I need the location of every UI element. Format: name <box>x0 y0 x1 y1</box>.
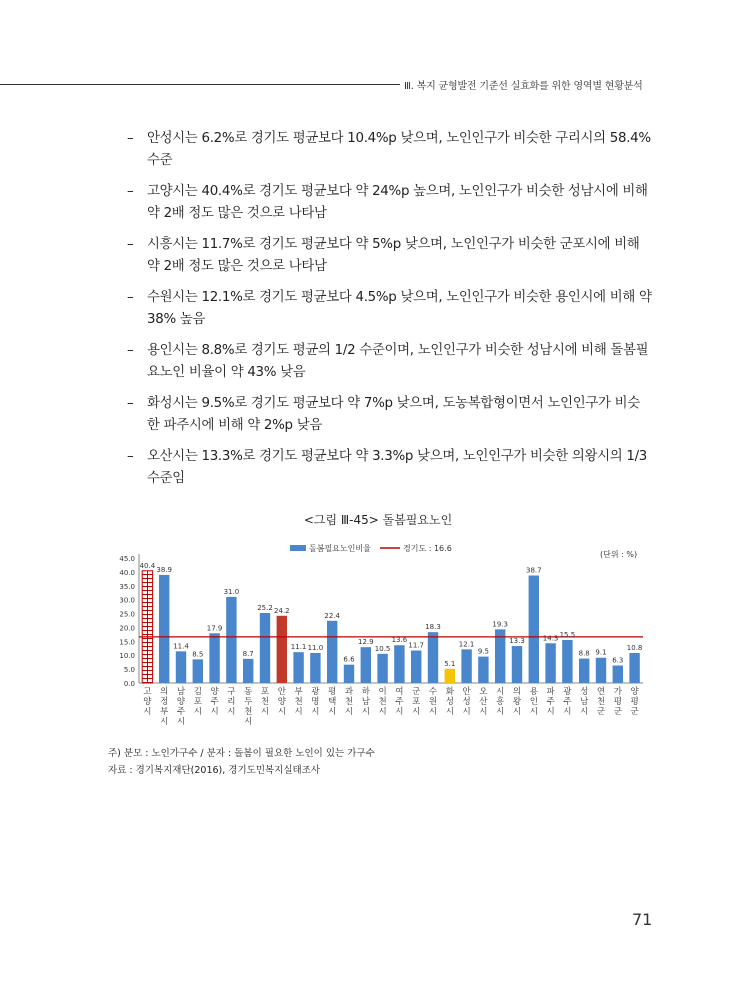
x-tick-label: 부 천 시 <box>294 687 303 717</box>
bar <box>478 657 488 683</box>
bar-value-label: 9.5 <box>477 647 489 656</box>
bar <box>613 666 623 684</box>
x-tick-label: 용 인 시 <box>529 687 538 717</box>
bar-value-label: 11.0 <box>307 644 324 652</box>
legend-reference-label: 경기도 : 16.6 <box>403 544 452 553</box>
bar <box>344 665 354 683</box>
bar <box>445 669 455 683</box>
x-tick-label: 이 천 시 <box>378 687 387 717</box>
y-tick-label: 25.0 <box>119 610 135 619</box>
bullet-dash: – <box>127 343 134 358</box>
bullet-item <box>127 234 652 278</box>
bullet-dash: – <box>127 290 134 305</box>
y-tick-label: 20.0 <box>119 624 135 633</box>
x-tick-label: 남 양 주 시 <box>176 687 186 727</box>
bar-value-label: 12.9 <box>358 638 374 647</box>
bullet-text: 용인시는 8.8%로 경기도 평균의 1/2 수준이며, 노인인구가 비슷한 성남시에 비해 돌봄필요노인 비율이 약 43% 낮음 <box>147 343 649 380</box>
bar <box>562 640 572 683</box>
bar <box>596 658 606 683</box>
x-tick-label: 양 평 군 <box>630 687 639 717</box>
bar <box>327 621 337 683</box>
bar-value-label: 38.9 <box>156 565 172 574</box>
x-tick-label: 동 두 천 시 <box>244 687 253 727</box>
bullet-dash: – <box>127 449 134 464</box>
bar <box>209 633 219 683</box>
x-tick-label: 포 천 시 <box>260 687 270 717</box>
bar <box>310 653 320 683</box>
bullet-dash: – <box>127 131 134 146</box>
bar-value-label: 22.4 <box>324 611 340 620</box>
bar <box>293 652 303 683</box>
bar-chart <box>105 538 650 738</box>
footnote: 주) 분모 : 노인가구수 / 분자 : 돌봄이 필요한 노인이 있는 가구수 <box>108 748 375 759</box>
bar-value-label: 9.1 <box>595 648 607 657</box>
bar-value-label: 13.6 <box>391 636 408 645</box>
bar-value-label: 11.1 <box>290 643 307 652</box>
bar-value-label: 40.4 <box>139 561 156 570</box>
header-rule <box>0 84 400 85</box>
y-tick-label: 40.0 <box>119 568 135 577</box>
bullet-item <box>127 393 652 437</box>
bullet-dash: – <box>127 396 134 411</box>
bullet-item <box>127 128 652 172</box>
bar-value-label: 31.0 <box>223 587 240 596</box>
running-header: Ⅲ. 복지 균형발전 기준선 실효화를 위한 영역별 현황분석 <box>404 81 643 92</box>
x-tick-label: 오 산 시 <box>479 687 488 717</box>
bar-value-label: 6.3 <box>612 656 624 665</box>
bar <box>361 647 371 683</box>
bar-value-label: 13.3 <box>509 637 525 646</box>
y-tick-label: 0.0 <box>123 680 135 688</box>
x-tick-label: 화 성 시 <box>445 687 454 717</box>
bullet-text: 안성시는 6.2%로 경기도 평균보다 10.4%p 낮으며, 노인인구가 비슷한 구리시의 58.4% 수준 <box>147 131 651 168</box>
bar-value-label: 15.5 <box>559 630 576 639</box>
y-tick-label: 35.0 <box>119 582 135 591</box>
x-tick-label: 안 성 시 <box>462 687 471 717</box>
bullet-item <box>127 181 652 225</box>
unit-label: (단위 : %) <box>600 550 638 559</box>
y-tick-label: 45.0 <box>119 555 135 563</box>
x-tick-label: 군 포 시 <box>412 687 421 717</box>
legend-series-label: 돌봄필요노인비율 <box>309 544 371 553</box>
x-tick-label: 의 정 부 시 <box>160 687 169 727</box>
bullet-item <box>127 446 652 490</box>
x-tick-label: 양 주 시 <box>210 687 219 717</box>
bar-value-label: 10.5 <box>374 644 391 653</box>
bar-value-label: 18.3 <box>425 623 441 632</box>
bar-value-label: 6.6 <box>343 655 355 664</box>
bar <box>377 654 387 683</box>
bar-value-label: 5.1 <box>444 659 456 668</box>
bullet-item <box>127 340 652 384</box>
x-tick-label: 하 남 시 <box>361 687 370 717</box>
source-note: 자료 : 경기복지재단(2016), 경기도민복지실태조사 <box>108 765 321 776</box>
bar-value-label: 8.5 <box>192 650 204 659</box>
x-tick-label: 광 명 시 <box>311 687 320 717</box>
bar-value-label: 24.2 <box>274 606 290 615</box>
bar <box>411 651 421 684</box>
bar <box>243 659 253 683</box>
x-tick-label: 연 천 군 <box>596 687 606 717</box>
bar <box>579 659 589 683</box>
bar-value-label: 11.7 <box>408 641 424 650</box>
bullet-item <box>127 287 652 331</box>
x-tick-label: 김 포 시 <box>193 687 202 717</box>
y-tick-label: 5.0 <box>123 666 135 675</box>
bullet-dash: – <box>127 184 134 199</box>
page-number: 71 <box>632 910 653 929</box>
x-tick-label: 구 리 시 <box>227 687 236 717</box>
bar-value-label: 12.1 <box>458 640 475 649</box>
bar-value-label: 8.8 <box>578 649 590 658</box>
bar-value-label: 11.4 <box>173 642 189 651</box>
bullet-text: 시흥시는 11.7%로 경기도 평균보다 약 5%p 낮으며, 노인인구가 비슷한 군포시에 비해 약 2배 정도 많은 것으로 나타남 <box>147 237 640 274</box>
bar <box>629 653 639 683</box>
bullet-list <box>127 128 652 499</box>
bar <box>142 571 152 683</box>
y-tick-label: 15.0 <box>119 638 135 647</box>
bar <box>545 643 555 683</box>
bar <box>394 645 404 683</box>
bar <box>260 613 270 683</box>
x-tick-label: 의 왕 시 <box>512 687 522 717</box>
bullet-dash: – <box>127 237 134 252</box>
bar <box>461 649 471 683</box>
bar <box>159 575 169 683</box>
bar <box>193 659 203 683</box>
bar-value-label: 17.9 <box>206 624 223 633</box>
bar <box>512 646 522 683</box>
bar-value-label: 10.8 <box>626 644 643 652</box>
x-tick-label: 가 평 군 <box>613 687 622 717</box>
x-tick-label: 안 양 시 <box>277 687 286 717</box>
x-tick-label: 여 주 시 <box>395 687 404 717</box>
x-tick-label: 광 주 시 <box>563 687 572 717</box>
y-tick-label: 30.0 <box>119 596 135 605</box>
x-tick-label: 고 양 시 <box>143 687 152 717</box>
bar-value-label: 8.7 <box>242 649 254 658</box>
y-tick-label: 10.0 <box>119 652 135 661</box>
figure-title: <그림 Ⅲ-45> 돌봄필요노인 <box>303 513 453 527</box>
x-tick-label: 시 흥 시 <box>496 687 505 717</box>
x-tick-label: 과 천 시 <box>344 687 354 717</box>
x-tick-label: 파 주 시 <box>546 687 555 717</box>
bullet-text: 오산시는 13.3%로 경기도 평균보다 약 3.3%p 낮으며, 노인인구가 비슷한 의왕시의 1/3 수준임 <box>147 449 648 486</box>
bar <box>428 632 438 683</box>
x-tick-label: 수 원 시 <box>428 687 438 717</box>
bar-value-label: 19.3 <box>492 620 508 629</box>
bar-value-label: 25.2 <box>257 604 273 612</box>
bar <box>226 597 236 683</box>
x-tick-label: 평 택 시 <box>328 687 337 717</box>
bar <box>176 651 186 683</box>
bullet-text: 수원시는 12.1%로 경기도 평균보다 4.5%p 낮으며, 노인인구가 비슷한 용인시에 비해 약 38% 높음 <box>147 290 652 327</box>
bullet-text: 고양시는 40.4%로 경기도 평균보다 약 24%p 높으며, 노인인구가 비슷한 성남시에 비해 약 2배 정도 많은 것으로 나타남 <box>147 184 648 221</box>
x-tick-label: 성 남 시 <box>580 687 589 717</box>
bar <box>529 576 539 684</box>
bar-value-label: 38.7 <box>526 566 542 575</box>
bullet-text: 화성시는 9.5%로 경기도 평균보다 약 7%p 낮으며, 도농복합형이면서 노인인구가 비슷한 파주시에 비해 약 2%p 낮음 <box>147 396 640 433</box>
bar-value-label: 14.3 <box>542 634 559 643</box>
legend-series-swatch <box>290 545 306 551</box>
bar <box>277 616 287 683</box>
